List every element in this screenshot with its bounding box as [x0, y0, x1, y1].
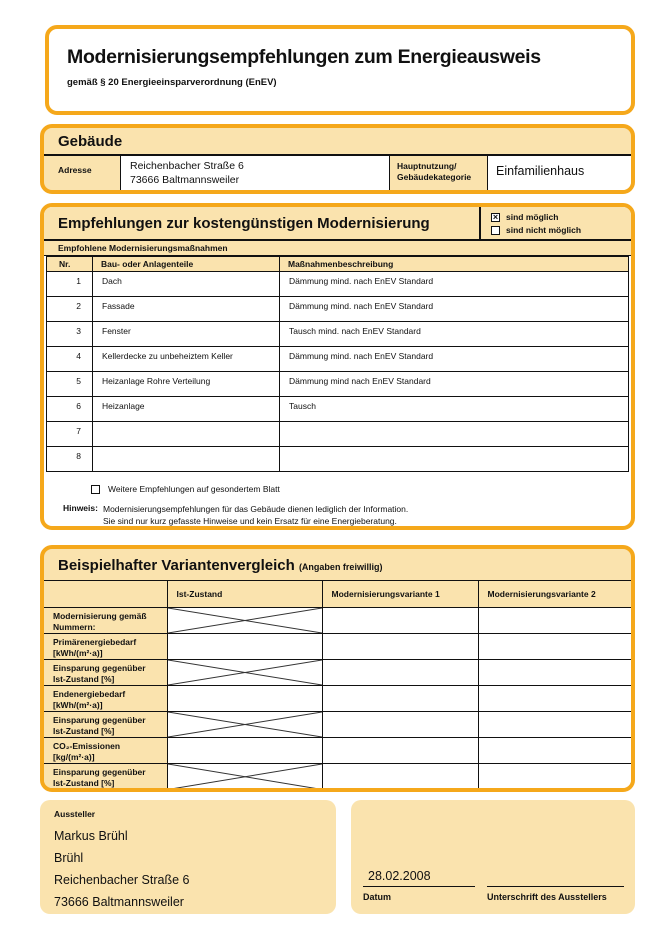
issuer-details — [54, 825, 336, 913]
table-row: 5 Heizanlage Rohre Verteilung Dämmung mind nach EnEV Standard — [47, 372, 629, 397]
table-row: Primärenergiebedarf [kWh/(m²·a)] — [44, 634, 631, 660]
further-recommendations-checkbox[interactable] — [91, 485, 100, 494]
signature-box — [351, 800, 635, 914]
address-line2: 73666 Baltmannsweiler — [130, 174, 240, 186]
empty-cell — [322, 764, 478, 790]
cross-out-icon — [168, 712, 322, 737]
empty-cell — [478, 764, 631, 790]
table-row: 8 — [47, 447, 629, 472]
address-label: Adresse — [58, 165, 92, 175]
empty-cell — [478, 660, 631, 686]
col-header-empty — [44, 581, 167, 608]
table-row: Modernisierung gemäß Nummern: — [44, 608, 631, 634]
building-section — [40, 124, 635, 194]
possible-check-row — [491, 212, 631, 222]
variants-section — [40, 545, 635, 792]
empty-cell — [478, 608, 631, 634]
empty-cell — [478, 712, 631, 738]
building-row — [44, 154, 631, 190]
page-title: Modernisierungsempfehlungen zum Energieausweis — [67, 46, 541, 68]
measures-table — [46, 256, 629, 472]
measures-header-row — [47, 257, 629, 272]
empty-cell — [478, 634, 631, 660]
address-value — [120, 156, 390, 190]
further-recommendations-row — [91, 484, 631, 494]
empty-cell — [167, 738, 322, 764]
empty-cell — [322, 634, 478, 660]
col-header-part: Bau- oder Anlagenteile — [93, 257, 280, 272]
possibility-checkboxes — [479, 207, 631, 239]
measures-subheader: Empfohlene Modernisierungsmaßnahmen — [44, 241, 631, 256]
recommendations-header — [44, 207, 631, 241]
table-row: Einsparung gegenüber Ist-Zustand [%] — [44, 712, 631, 738]
variants-section-title: Beispielhafter Variantenvergleich (Angaben freiwillig) — [58, 557, 383, 574]
table-row: 6 Heizanlage Tausch — [47, 397, 629, 422]
issuer-company: Brühl — [54, 851, 84, 865]
table-row: 3 Fenster Tausch mind. nach EnEV Standard — [47, 322, 629, 347]
col-header-variant1: Modernisierungsvariante 1 — [322, 581, 478, 608]
issuer-street: Reichenbacher Straße 6 — [54, 873, 190, 887]
col-header-description: Maßnahmenbeschreibung — [280, 257, 629, 272]
empty-cell — [322, 738, 478, 764]
title-box — [45, 25, 635, 115]
empty-cell — [167, 686, 322, 712]
empty-cell — [322, 608, 478, 634]
recommendations-section — [40, 203, 635, 530]
usage-value: Einfamilienhaus — [487, 156, 631, 190]
issuer-name: Markus Brühl — [54, 829, 128, 843]
not-possible-checkbox[interactable] — [491, 226, 500, 235]
not-possible-label: sind nicht möglich — [506, 225, 582, 235]
note-label: Hinweis: — [63, 503, 98, 513]
variants-table — [44, 580, 631, 790]
cross-out-icon — [168, 660, 322, 685]
note-text: Modernisierungsempfehlungen für das Gebäude dienen lediglich der Information. Sie sind nur kurz gefasste Hinweise und kein Ersatz für eine Energieberatung. — [103, 504, 409, 526]
table-row: Einsparung gegenüber Ist-Zustand [%] — [44, 764, 631, 790]
empty-cell — [167, 634, 322, 660]
table-row: Einsparung gegenüber Ist-Zustand [%] — [44, 660, 631, 686]
empty-cell — [478, 738, 631, 764]
table-row: CO₂-Emissionen [kg/(m²·a)] — [44, 738, 631, 764]
signature-label: Unterschrift des Ausstellers — [487, 892, 607, 902]
table-row: 7 — [47, 422, 629, 447]
table-row: Endenergiebedarf [kWh/(m²·a)] — [44, 686, 631, 712]
signature-rule — [487, 886, 624, 887]
crossed-cell — [167, 608, 322, 634]
variants-section-note: (Angaben freiwillig) — [298, 562, 383, 572]
date-rule — [363, 886, 475, 887]
crossed-cell — [167, 764, 322, 790]
col-header-ist: Ist-Zustand — [167, 581, 322, 608]
issuer-label: Aussteller — [54, 809, 96, 819]
further-recommendations-label: Weitere Empfehlungen auf gesondertem Blatt — [108, 484, 280, 494]
cross-out-icon — [168, 608, 322, 633]
variants-header-row — [44, 581, 631, 608]
col-header-variant2: Modernisierungsvariante 2 — [478, 581, 631, 608]
table-row: 1 Dach Dämmung mind. nach EnEV Standard — [47, 272, 629, 297]
crossed-cell — [167, 660, 322, 686]
building-section-title: Gebäude — [58, 133, 123, 150]
table-row: 2 Fassade Dämmung mind. nach EnEV Standard — [47, 297, 629, 322]
issuer-box — [40, 800, 336, 914]
address-line1: Reichenbacher Straße 6 — [130, 160, 244, 172]
possible-label: sind möglich — [506, 212, 559, 222]
empty-cell — [478, 686, 631, 712]
col-header-nr: Nr. — [47, 257, 93, 272]
crossed-cell — [167, 712, 322, 738]
date-value: 28.02.2008 — [368, 869, 431, 883]
possible-checkbox[interactable]: × — [492, 211, 499, 222]
issuer-city: 73666 Baltmannsweiler — [54, 895, 184, 909]
recommendations-section-title: Empfehlungen zur kostengünstigen Modernisierung — [58, 215, 430, 232]
empty-cell — [322, 712, 478, 738]
page-subtitle: gemäß § 20 Energieeinsparverordnung (EnEV) — [67, 77, 277, 88]
date-label: Datum — [363, 892, 392, 902]
empty-cell — [322, 686, 478, 712]
table-row: 4 Kellerdecke zu unbeheiztem Keller Dämmung mind. nach EnEV Standard — [47, 347, 629, 372]
cross-out-icon — [168, 764, 322, 790]
recommendations-footer — [44, 472, 631, 527]
usage-label: Hauptnutzung/ Gebäudekategorie — [397, 161, 472, 182]
empty-cell — [322, 660, 478, 686]
not-possible-check-row — [491, 225, 631, 235]
note-row — [63, 503, 631, 527]
